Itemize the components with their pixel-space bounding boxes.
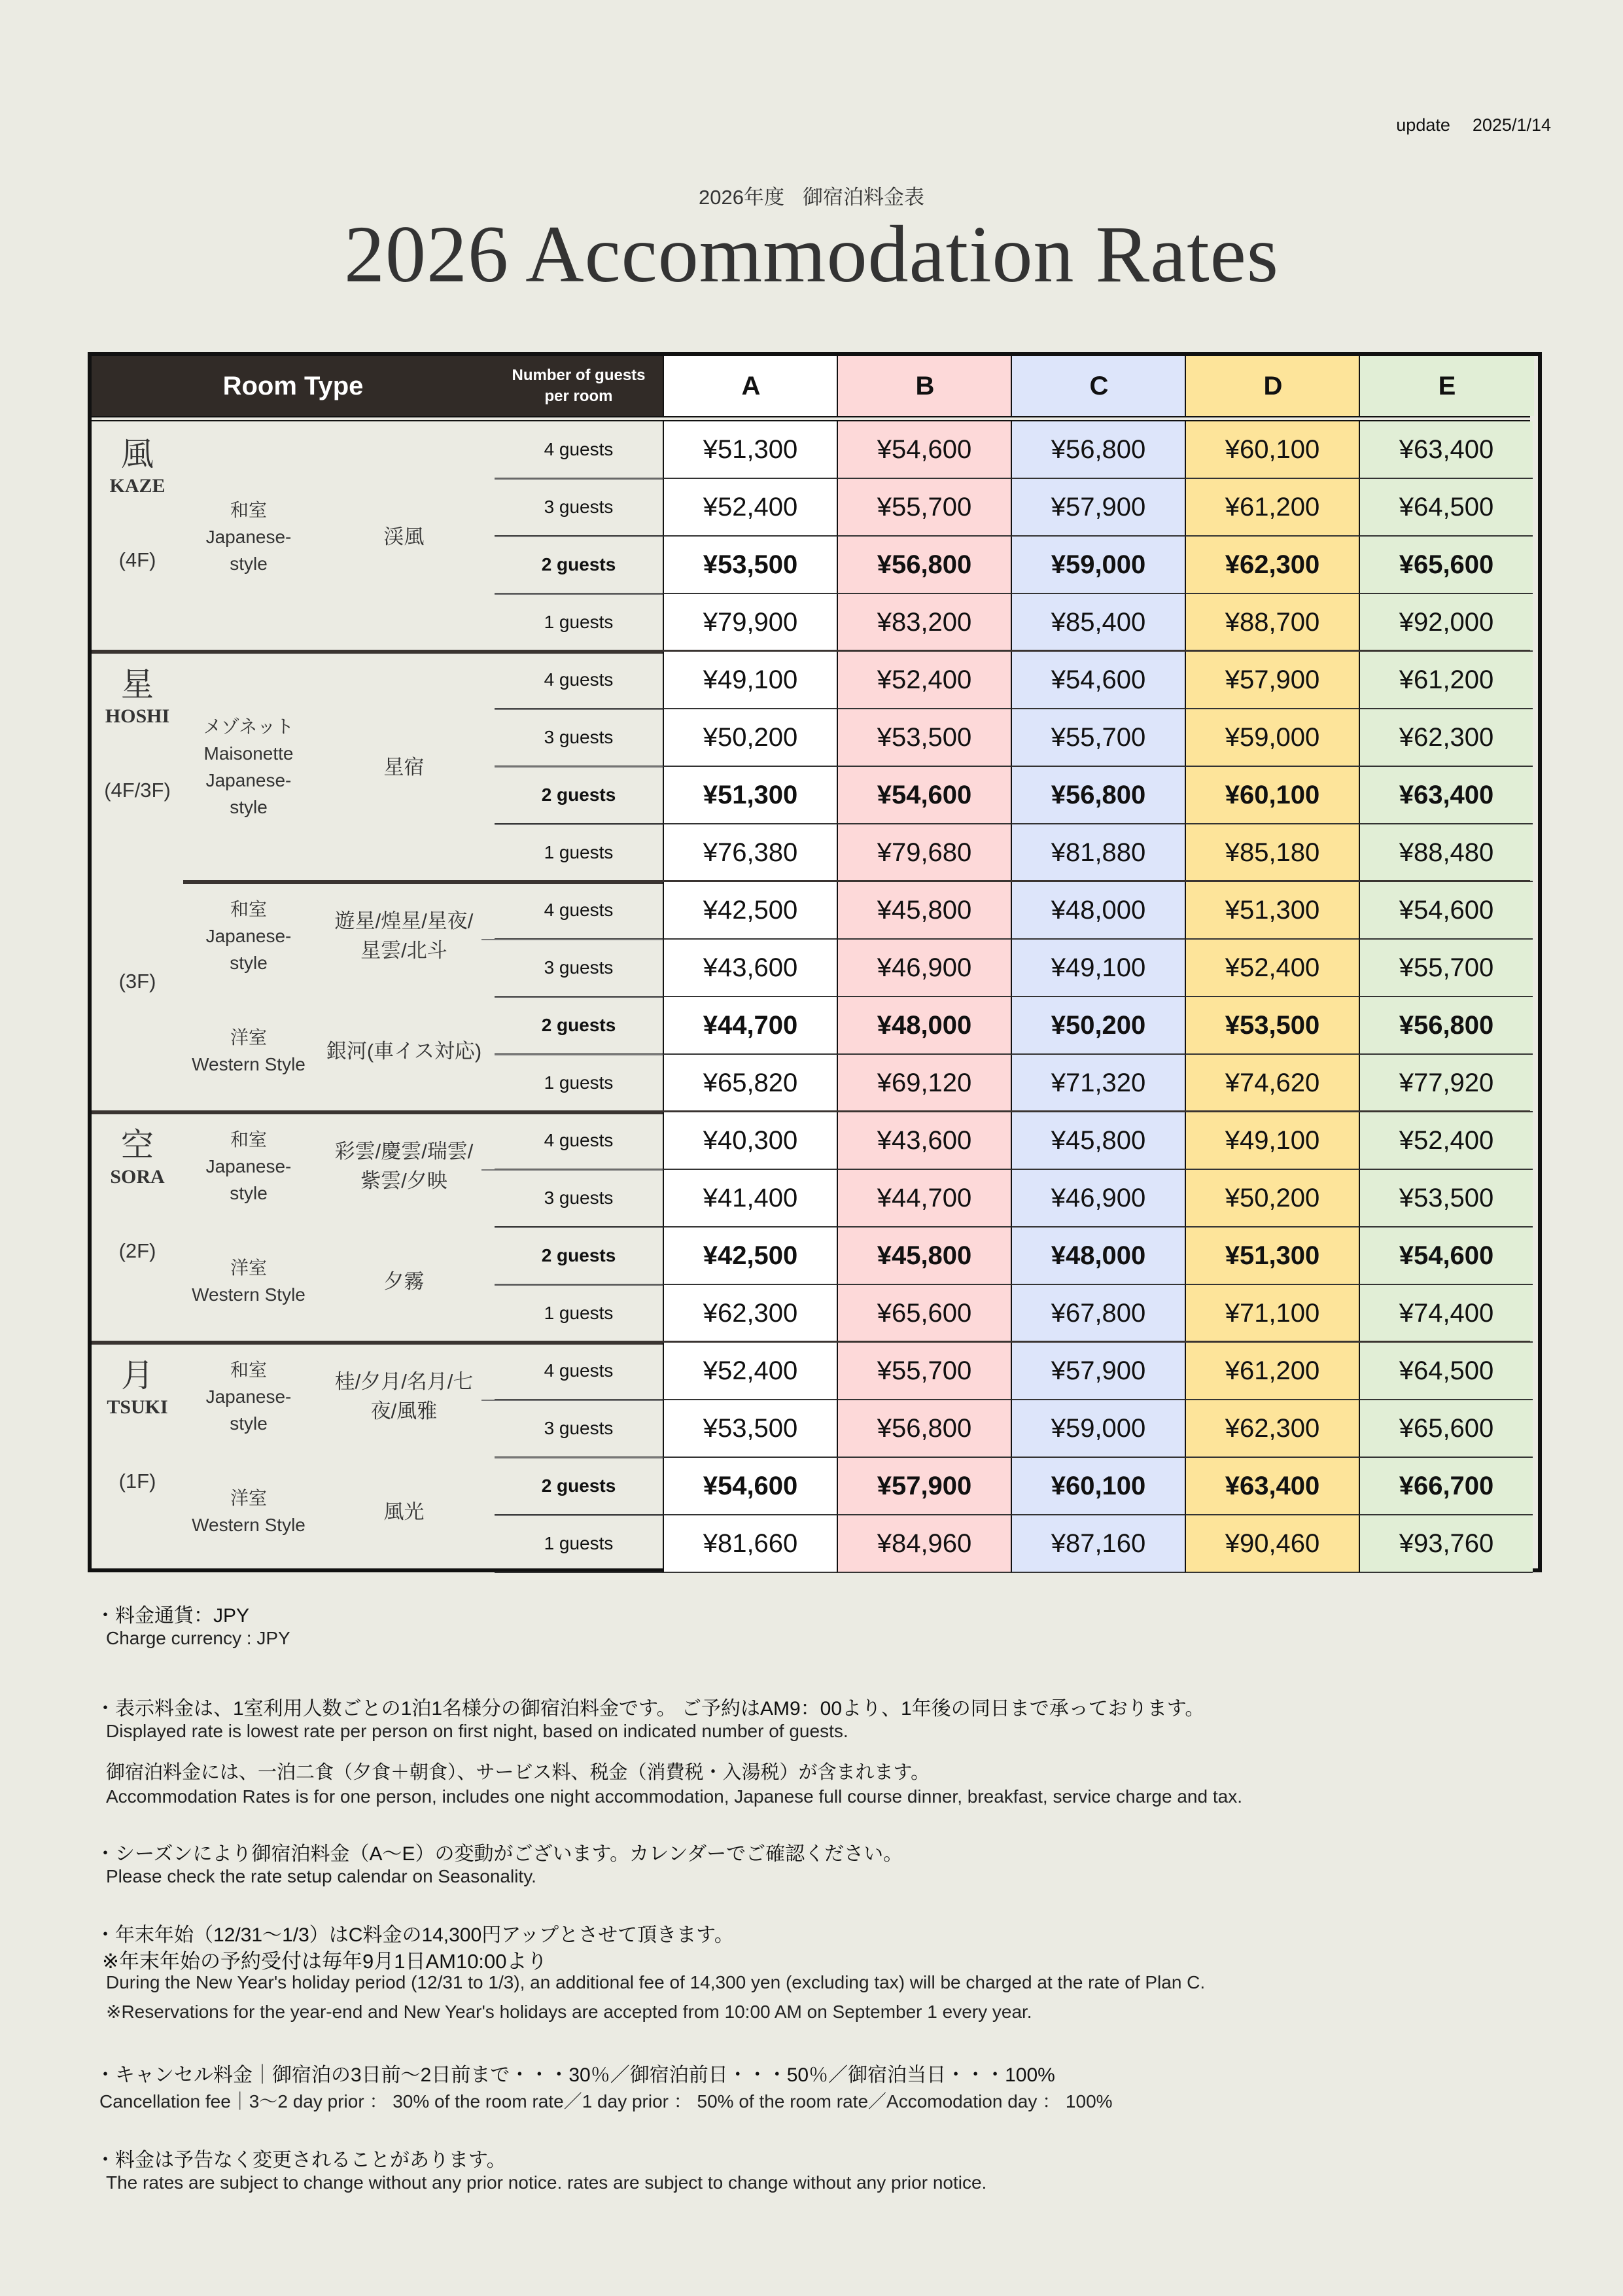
room-name-divider [481,1169,495,1171]
note-line: 御宿泊料金には、一泊二食（夕食＋朝食）、サービス料、税金（消費税・入湯税）が含まれます。 [106,1762,930,1783]
row-divider [495,1400,663,1401]
rate-cell: ¥53,500 [663,537,837,594]
rate-cell: ¥51,300 [1185,1227,1359,1285]
room-type-line: Japanese- [205,1156,292,1176]
row-divider [495,536,663,537]
rate-cell: ¥50,200 [1185,1170,1359,1227]
rate-cell: ¥71,100 [1185,1285,1359,1343]
rate-cell: ¥63,400 [1185,1458,1359,1515]
rate-cell: ¥61,200 [1185,479,1359,537]
rate-cell: ¥61,200 [1185,1343,1359,1400]
rate-cell: ¥42,500 [663,1227,837,1285]
rate-cell: ¥48,000 [1011,882,1185,940]
rate-cell: ¥54,600 [837,421,1011,479]
rate-cell: ¥52,400 [1359,1112,1533,1170]
rate-cell: ¥44,700 [837,1170,1011,1227]
room-type-line: 和室 [230,1359,267,1380]
rate-cell: ¥85,180 [1185,824,1359,882]
row-divider [495,1169,663,1171]
room-name-line: 紫雲/夕映 [360,1169,447,1192]
rate-cell: ¥48,000 [837,997,1011,1055]
floor-level: (3F) [118,970,156,993]
room-type-line: Maisonette [203,743,294,764]
room-name-line: 銀河(車イス対応) [326,1039,482,1063]
room-name-line: 渓風 [383,525,425,548]
rate-cell: ¥81,880 [1011,824,1185,882]
note-line: Cancellation fee｜3～2 day prior ： 30% of the room rate／1 day prior ： 50% of the room rate／Accomodation day ： 100% [99,2091,1113,2111]
row-divider [495,1054,663,1055]
rate-cell: ¥56,800 [1011,421,1185,479]
room-names [321,1137,487,1195]
rate-cell: ¥55,700 [1011,709,1185,767]
room-type-line: style [230,553,268,574]
rate-cell: ¥62,300 [1185,537,1359,594]
row-divider [495,478,663,480]
rate-cell: ¥76,380 [663,824,837,882]
room-type-line: style [230,797,268,817]
floor-kanji: 空 [121,1126,154,1164]
guest-count: 2 guests [495,997,663,1055]
update-label: update [1396,115,1450,135]
floor-roman-name: TSUKI [107,1396,168,1418]
rate-cell: ¥49,100 [1185,1112,1359,1170]
room-name-line: 彩雲/慶雲/瑞雲/ [334,1140,474,1163]
row-divider [495,939,663,940]
rate-cell: ¥54,600 [1359,882,1533,940]
rate-column-header-d: D [1185,356,1360,416]
guest-count: 4 guests [495,421,663,479]
room-name-line: 桂/夕月/名月/七 [334,1370,474,1393]
page-subtitle [0,181,1623,210]
floor-level: (2F) [118,1239,156,1262]
rate-cell: ¥48,000 [1011,1227,1185,1285]
room-type-line: Western Style [192,1284,305,1305]
rate-cell: ¥56,800 [1359,997,1533,1055]
rate-cell: ¥43,600 [663,940,837,997]
room-name-divider [481,939,495,940]
room-type-line: style [230,1182,268,1203]
rate-cell: ¥93,760 [1359,1515,1533,1573]
rate-cell: ¥52,400 [837,652,1011,709]
guest-count: 1 guests [495,1055,663,1112]
rate-cell: ¥56,800 [837,537,1011,594]
rate-cell: ¥44,700 [663,997,837,1055]
room-names [321,752,487,782]
room-names [321,1267,487,1296]
rate-cell: ¥53,500 [663,1400,837,1458]
row-divider [495,593,663,595]
guest-count: 3 guests [495,479,663,537]
guest-count: 3 guests [495,709,663,767]
rate-cell: ¥53,500 [1359,1170,1533,1227]
room-type [183,713,314,821]
room-type-header: Room Type [222,371,364,400]
row-divider [495,1515,663,1516]
room-name-line: 星宿 [383,755,425,779]
note-line: ※Reservations for the year-end and New Year's holidays are accepted from 10:00 AM on September 1 every year. [106,2002,1032,2022]
rate-cell: ¥49,100 [663,652,837,709]
rate-column-header-a: A [663,356,838,416]
row-divider [495,1284,663,1286]
rate-cell: ¥71,320 [1011,1055,1185,1112]
rate-cell: ¥92,000 [1359,594,1533,652]
room-type-line: 洋室 [230,1488,267,1508]
floor-kanji: 星 [121,665,154,703]
page-title: 2026 Accommodation Rates [343,209,1280,299]
rate-cell: ¥55,700 [1359,940,1533,997]
rate-cell: ¥90,460 [1185,1515,1359,1573]
room-type-line: Japanese- [205,770,292,790]
guest-count: 1 guests [495,594,663,652]
rate-cell: ¥57,900 [837,1458,1011,1515]
note-line: Displayed rate is lowest rate per person on first night, based on indicated number of guests. [106,1721,848,1741]
row-divider [495,709,663,710]
guest-count: 4 guests [495,882,663,940]
guest-count: 3 guests [495,940,663,997]
rate-cell: ¥74,400 [1359,1285,1533,1343]
guest-count: 1 guests [495,1515,663,1573]
header-divider [92,416,1530,417]
room-name-line: 夜/風雅 [370,1400,438,1422]
rate-cell: ¥46,900 [1011,1170,1185,1227]
subtitle-year: 2026年度 [699,186,784,209]
room-type [183,497,314,577]
guest-count: 2 guests [495,1458,663,1515]
rate-column-header-e: E [1359,356,1534,416]
rate-cell: ¥74,620 [1185,1055,1359,1112]
guest-count: 2 guests [495,537,663,594]
guest-count: 3 guests [495,1170,663,1227]
rate-cell: ¥52,400 [1185,940,1359,997]
note-line: ・キャンセル料金｜御宿泊の3日前～2日前まで・・・30％／御宿泊前日・・・50％／御宿泊当日・・・100% [96,2064,1055,2086]
rate-cell: ¥79,680 [837,824,1011,882]
rate-cell: ¥66,700 [1359,1458,1533,1515]
room-type-line: Japanese- [205,1386,292,1407]
subtitle-jp: 御宿泊料金表 [802,186,924,209]
floor-level: (4F) [118,548,156,571]
rate-cell: ¥55,700 [837,1343,1011,1400]
rate-cell: ¥53,500 [1185,997,1359,1055]
rate-cell: ¥85,400 [1011,594,1185,652]
rate-cell: ¥62,300 [1185,1400,1359,1458]
rate-cell: ¥60,100 [1011,1458,1185,1515]
row-divider [495,1457,663,1458]
rate-cell: ¥54,600 [1011,652,1185,709]
room-names [321,1497,487,1527]
room-type-line: Japanese- [205,526,292,547]
note-line: ・料金は予告なく変更されることがあります。 [96,2149,506,2171]
room-type-line: style [230,1413,268,1434]
guest-count: 1 guests [495,824,663,882]
rate-cell: ¥56,800 [837,1400,1011,1458]
rate-cell: ¥45,800 [837,882,1011,940]
rate-cell: ¥50,200 [663,709,837,767]
floor-roman-name: HOSHI [105,705,170,727]
rate-cell: ¥57,900 [1011,479,1185,537]
rate-cell: ¥69,120 [837,1055,1011,1112]
guest-count: 1 guests [495,1285,663,1343]
rate-cell: ¥51,300 [663,421,837,479]
rate-cell: ¥63,400 [1359,421,1533,479]
rate-cell: ¥41,400 [663,1170,837,1227]
rate-cell: ¥54,600 [837,767,1011,824]
rates-table [88,352,1542,1572]
room-type [183,1356,314,1437]
rate-cell: ¥40,300 [663,1112,837,1170]
floor-kanji: 風 [121,435,154,473]
rate-cell: ¥65,600 [837,1285,1011,1343]
row-divider [495,997,663,998]
rate-cell: ¥54,600 [1359,1227,1533,1285]
room-type [183,1485,314,1538]
rate-cell: ¥84,960 [837,1515,1011,1573]
guests-header-line2: per room [544,387,613,405]
guest-count: 4 guests [495,652,663,709]
room-type [183,1254,314,1308]
guest-count: 3 guests [495,1400,663,1458]
row-divider [495,766,663,768]
floor-level: (4F/3F) [104,779,171,802]
guest-count: 2 guests [495,1227,663,1285]
rate-cell: ¥45,800 [837,1227,1011,1285]
rate-cell: ¥64,500 [1359,479,1533,537]
note-line: ・表示料金は、1室利用人数ごとの1泊1名様分の御宿泊料金です。 ご予約はAM9：00より、1年後の同日まで承っております。 [96,1698,1205,1720]
rate-cell: ¥56,800 [1011,767,1185,824]
rate-cell: ¥65,600 [1359,1400,1533,1458]
rate-cell: ¥51,300 [663,767,837,824]
rate-cell: ¥43,600 [837,1112,1011,1170]
room-name-line: 夕霧 [383,1269,425,1293]
guests-header-line1: Number of guests [512,366,646,384]
rate-cell: ¥87,160 [1011,1515,1185,1573]
rate-cell: ¥57,900 [1011,1343,1185,1400]
note-line: ・料金通貨：JPY [96,1605,250,1627]
rate-cell: ¥60,100 [1185,767,1359,824]
room-type [183,1126,314,1207]
floor-kanji: 月 [121,1356,154,1394]
rate-cell: ¥53,500 [837,709,1011,767]
row-divider [495,824,663,825]
note-line: ・シーズンにより御宿泊料金（A～E）の変動がございます。カレンダーでご確認ください。 [96,1843,903,1865]
rate-cell: ¥77,920 [1359,1055,1533,1112]
room-type-line: Japanese- [205,925,292,946]
note-line: During the New Year's holiday period (12/31 to 1/3), an additional fee of 14,300 yen (excluding tax) will be charged at the rate of Plan C. [106,1972,1206,1992]
rate-cell: ¥65,600 [1359,537,1533,594]
rate-cell: ¥60,100 [1185,421,1359,479]
floor-roman-name: SORA [110,1166,165,1188]
guests-header [495,356,663,416]
rate-cell: ¥67,800 [1011,1285,1185,1343]
rate-cell: ¥63,400 [1359,767,1533,824]
rate-cell: ¥46,900 [837,940,1011,997]
rate-cell: ¥42,500 [663,882,837,940]
floor-level: (1F) [118,1470,156,1492]
room-type-line: 和室 [230,898,267,919]
note-line: ※年末年始の予約受付は毎年9月1日AM10:00より [102,1950,548,1973]
rate-cell: ¥88,480 [1359,824,1533,882]
room-names [321,522,487,552]
rate-cell: ¥81,660 [663,1515,837,1573]
room-name-line: 風光 [383,1500,425,1523]
room-type-line: メゾネット [203,716,294,737]
rate-cell: ¥83,200 [837,594,1011,652]
room-type-line: style [230,952,268,973]
room-type [183,1024,314,1078]
rate-cell: ¥45,800 [1011,1112,1185,1170]
rate-cell: ¥61,200 [1359,652,1533,709]
rate-cell: ¥64,500 [1359,1343,1533,1400]
note-line: Please check the rate setup calendar on Seasonality. [106,1866,536,1886]
room-type-line: Western Style [192,1054,305,1074]
rate-cell: ¥57,900 [1185,652,1359,709]
room-type-line: 和室 [230,499,267,520]
room-names [321,1367,487,1426]
row-divider [495,1227,663,1228]
update-date: 2025/1/14 [1472,115,1551,135]
rate-cell: ¥88,700 [1185,594,1359,652]
rate-cell: ¥62,300 [663,1285,837,1343]
room-names [321,906,487,965]
rate-cell: ¥55,700 [837,479,1011,537]
rate-cell: ¥54,600 [663,1458,837,1515]
room-type-line: 和室 [230,1129,267,1150]
guest-count: 4 guests [495,1112,663,1170]
room-name-divider [481,1400,495,1401]
rate-cell: ¥65,820 [663,1055,837,1112]
rate-cell: ¥50,200 [1011,997,1185,1055]
note-line: Accommodation Rates is for one person, includes one night accommodation, Japanese full course dinner, breakfast, service charge and tax. [106,1786,1242,1807]
note-line: ・年末年始（12/31～1/3）はC料金の14,300円アップとさせて頂きます。 [96,1924,734,1946]
update-stamp [1396,115,1551,135]
room-type-line: Western Style [192,1515,305,1535]
room-name-line: 遊星/煌星/星夜/ [334,910,474,932]
rate-cell: ¥59,000 [1011,537,1185,594]
rate-column-header-c: C [1011,356,1186,416]
rate-cell: ¥59,000 [1011,1400,1185,1458]
rate-cell: ¥62,300 [1359,709,1533,767]
room-type-line: 洋室 [230,1258,267,1278]
room-names [321,1036,487,1066]
note-line: Charge currency : JPY [106,1628,290,1648]
rate-cell: ¥79,900 [663,594,837,652]
rate-cell: ¥52,400 [663,1343,837,1400]
floor-roman-name: KAZE [109,475,166,497]
guest-count: 2 guests [495,767,663,824]
rate-cell: ¥52,400 [663,479,837,537]
rate-cell: ¥49,100 [1011,940,1185,997]
note-line: The rates are subject to change without any prior notice. rates are subject to change without any prior notice. [106,2172,987,2193]
guest-count: 4 guests [495,1343,663,1400]
room-type-line: 洋室 [230,1027,267,1048]
room-name-line: 星雲/北斗 [360,939,447,962]
rate-column-header-b: B [837,356,1012,416]
room-type [183,896,314,976]
rate-cell: ¥51,300 [1185,882,1359,940]
rate-cell: ¥59,000 [1185,709,1359,767]
